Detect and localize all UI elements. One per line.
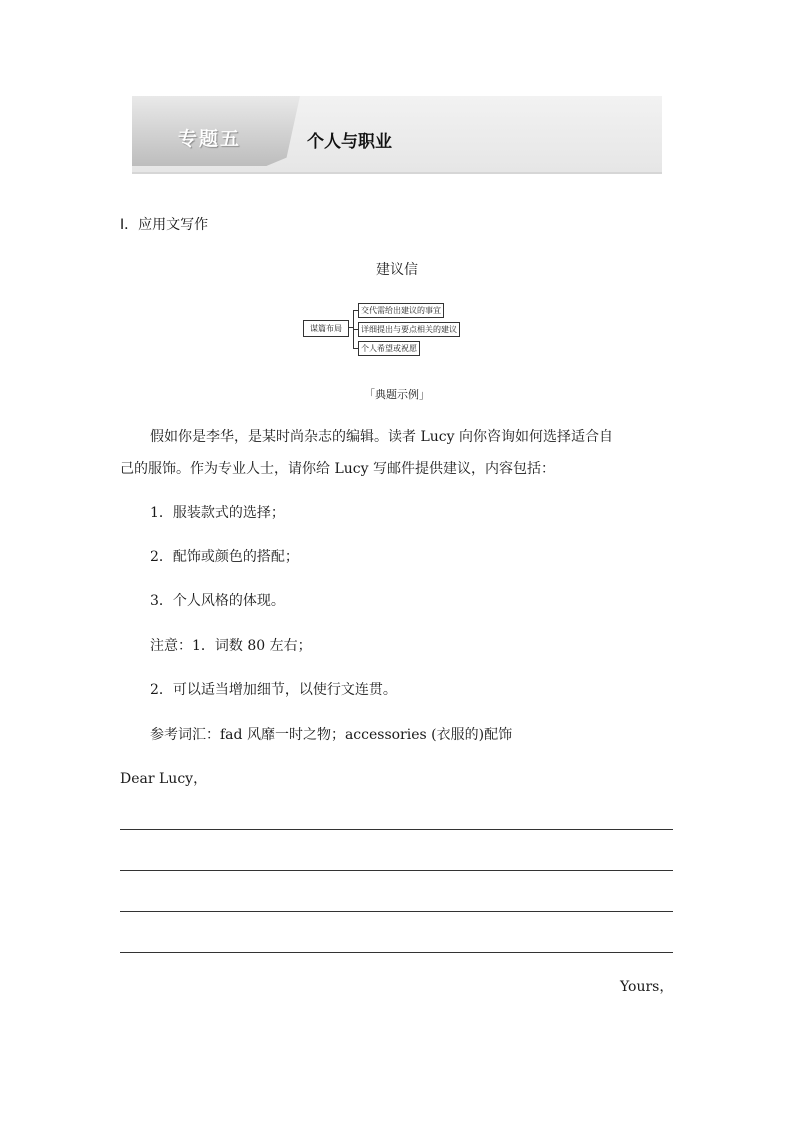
section-heading: Ⅰ．应用文写作	[120, 217, 209, 233]
writing-line	[120, 952, 673, 953]
writing-line	[120, 870, 673, 871]
vocab-note: 参考词汇：fad 风靡一时之物；accessories (衣服的)配饰	[150, 727, 513, 743]
letter-salutation: Dear Lucy，	[120, 771, 208, 787]
diagram-root: 谋篇布局	[303, 320, 349, 337]
example-label: 「典题示例」	[364, 388, 430, 401]
task-line-1: 假如你是李华，是某时尚杂志的编辑。读者 Lucy 向你咨询如何选择适合自	[150, 429, 613, 445]
writing-line	[120, 829, 673, 830]
diagram-branch: 交代需给出建议的事宜	[358, 303, 444, 318]
header-tab-label: 专题五	[178, 128, 242, 150]
diagram-branch: 个人希望或祝愿	[358, 341, 420, 356]
writing-line	[120, 911, 673, 912]
task-note-2: 2．可以适当增加细节，以使行文连贯。	[150, 682, 397, 698]
page-title: 个人与职业	[307, 132, 392, 152]
task-point-3: 3．个人风格的体现。	[150, 593, 285, 609]
task-point-1: 1．服装款式的选择；	[150, 505, 285, 521]
letter-closing: Yours，	[620, 979, 674, 995]
letter-type-title: 建议信	[376, 262, 418, 278]
task-point-2: 2．配饰或颜色的搭配；	[150, 549, 299, 565]
task-line-2: 己的服饰。作为专业人士，请你给 Lucy 写邮件提供建议，内容包括：	[120, 461, 555, 477]
diagram-branch: 详细提出与要点相关的建议	[358, 322, 460, 337]
task-note-1: 注意：1．词数 80 左右；	[150, 638, 312, 654]
